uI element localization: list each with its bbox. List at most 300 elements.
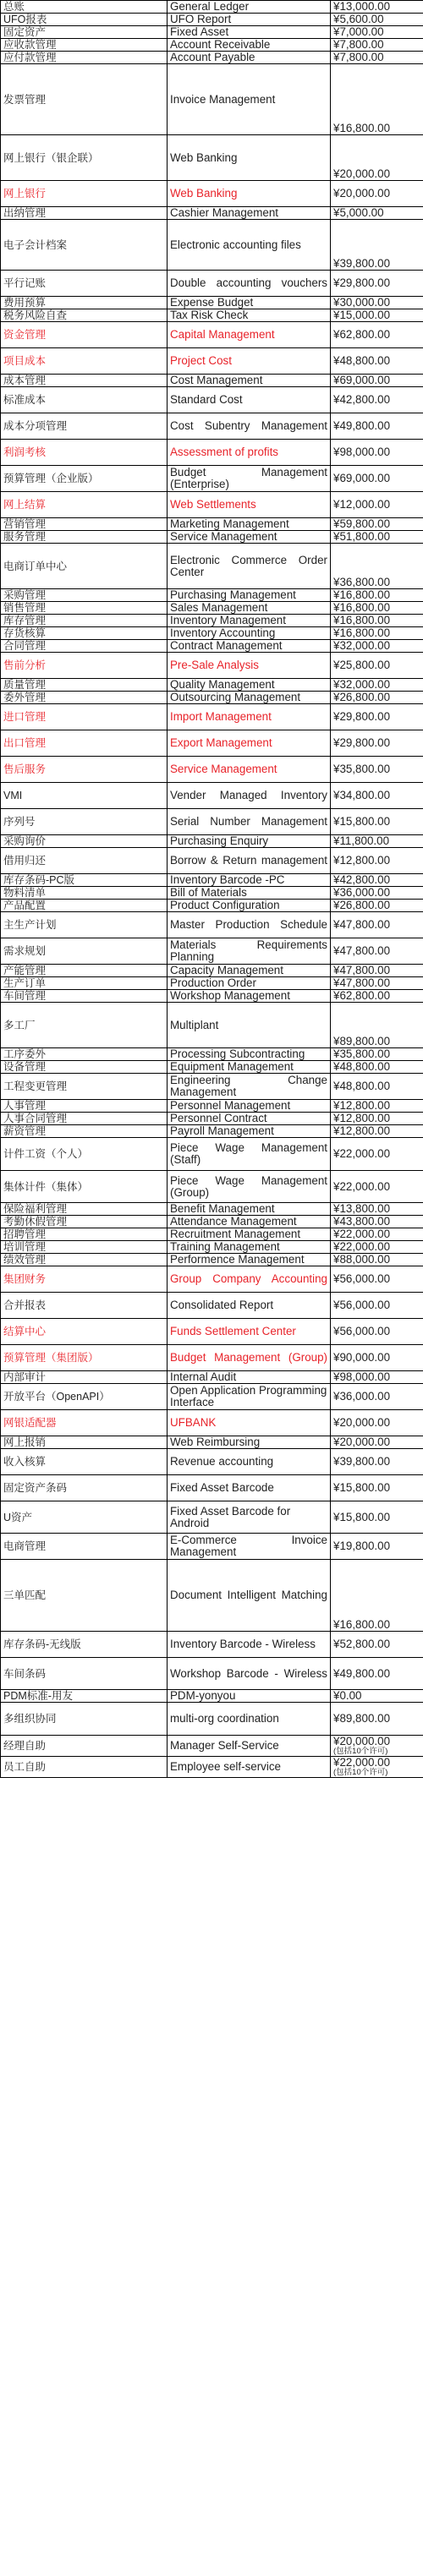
module-price: ¥20,000.00 [331, 1410, 423, 1436]
module-name-en: Tax Risk Check [168, 309, 331, 322]
module-name-cn: 售前分析 [1, 653, 168, 679]
module-name-cn: 培训管理 [1, 1241, 168, 1254]
module-name-cn: UFO报表 [1, 14, 168, 26]
module-name-en: Payroll Management [168, 1125, 331, 1138]
module-name-cn: 标准成本 [1, 387, 168, 413]
module-name-cn: 项目成本 [1, 348, 168, 375]
module-name-cn: 收入核算 [1, 1449, 168, 1475]
module-name-en: Revenue accounting [168, 1449, 331, 1475]
module-name-cn: 计件工资（个人） [1, 1138, 168, 1171]
module-name-en: Attendance Management [168, 1216, 331, 1228]
module-name-cn: 库存管理 [1, 615, 168, 627]
module-name-cn: 网上银行（银企联） [1, 135, 168, 181]
table-row [1, 52, 423, 64]
table-row [1, 1436, 423, 1449]
module-name-cn: 三单匹配 [1, 1560, 168, 1632]
module-name-cn: 利润考核 [1, 440, 168, 466]
table-row [1, 1048, 423, 1061]
table-row [1, 1449, 423, 1475]
module-name-en: Bill of Materials [168, 887, 331, 900]
module-price: ¥5,600.00 [331, 14, 423, 26]
module-name-en: Employee self-service [168, 1757, 331, 1778]
module-price: ¥56,000.00 [331, 1293, 423, 1319]
module-price: ¥48,800.00 [331, 348, 423, 375]
price-value: ¥22,000.00 [333, 1756, 391, 1769]
module-name-cn: 生产订单 [1, 977, 168, 990]
module-name-en: Borrow & Return management [168, 848, 331, 874]
module-name-cn: 招聘管理 [1, 1228, 168, 1241]
module-name-cn: 保险福利管理 [1, 1203, 168, 1216]
module-price: ¥36,000.00 [331, 887, 423, 900]
module-name-cn: 绩效管理 [1, 1254, 168, 1266]
table-row [1, 965, 423, 977]
module-price: ¥22,000.00 [331, 1241, 423, 1254]
module-name-en: Materials Requirements Planning [168, 938, 331, 965]
module-name-cn: 车间条码 [1, 1658, 168, 1690]
module-price [331, 1736, 423, 1757]
license-note: (包括10个许可) [333, 1768, 388, 1777]
module-name-cn: 多组织协同 [1, 1703, 168, 1736]
module-name-en: PDM-yonyou [168, 1690, 331, 1703]
module-name-cn: 薪资管理 [1, 1125, 168, 1138]
table-row [1, 387, 423, 413]
module-price: ¥47,800.00 [331, 977, 423, 990]
table-row [1, 135, 423, 181]
module-price [331, 1757, 423, 1778]
table-row [1, 783, 423, 809]
module-name-cn: 应付款管理 [1, 52, 168, 64]
module-name-cn: 固定资产 [1, 26, 168, 39]
module-name-en: Web Settlements [168, 492, 331, 518]
module-name-en: Production Order [168, 977, 331, 990]
module-price: ¥48,800.00 [331, 1061, 423, 1074]
module-price: ¥69,000.00 [331, 375, 423, 387]
module-name-cn: 出口管理 [1, 730, 168, 757]
module-price: ¥52,800.00 [331, 1632, 423, 1658]
module-name-en: Consolidated Report [168, 1293, 331, 1319]
module-name-cn: 产能管理 [1, 965, 168, 977]
module-name-cn: 工程变更管理 [1, 1074, 168, 1100]
module-name-cn: 人事合同管理 [1, 1113, 168, 1125]
module-price: ¥34,800.00 [331, 783, 423, 809]
module-name-en: Electronic accounting files [168, 220, 331, 271]
module-name-cn: 应收款管理 [1, 39, 168, 52]
module-price: ¥22,000.00 [331, 1228, 423, 1241]
module-price: ¥89,800.00 [331, 1703, 423, 1736]
table-row [1, 518, 423, 531]
table-row [1, 309, 423, 322]
module-price: ¥26,800.00 [331, 692, 423, 704]
module-name-cn: 多工厂 [1, 1003, 168, 1048]
table-row [1, 1266, 423, 1293]
table-row [1, 602, 423, 615]
license-note: (包括10个许可) [333, 1747, 388, 1756]
table-body [1, 1, 423, 1778]
module-name-cn: 资金管理 [1, 322, 168, 348]
table-row [1, 1319, 423, 1345]
module-name-en: Cashier Management [168, 207, 331, 220]
module-name-en: Funds Settlement Center [168, 1319, 331, 1345]
table-row [1, 1, 423, 14]
table-row [1, 1658, 423, 1690]
table-row [1, 220, 423, 271]
table-row [1, 1371, 423, 1384]
table-row [1, 887, 423, 900]
module-price: ¥62,800.00 [331, 322, 423, 348]
module-price: ¥7,800.00 [331, 52, 423, 64]
module-name-en: Capital Management [168, 322, 331, 348]
table-row [1, 348, 423, 375]
module-name-en: Web Reimbursing [168, 1436, 331, 1449]
module-price: ¥19,800.00 [331, 1534, 423, 1560]
module-name-en: Serial Number Management [168, 809, 331, 835]
module-name-en: Quality Management [168, 679, 331, 692]
module-price: ¥35,800.00 [331, 757, 423, 783]
table-row [1, 835, 423, 848]
table-row [1, 1241, 423, 1254]
table-row [1, 1100, 423, 1113]
module-name-en: Service Management [168, 531, 331, 544]
module-price: ¥26,800.00 [331, 900, 423, 912]
module-name-en: Piece Wage Management (Staff) [168, 1138, 331, 1171]
module-name-en: Personnel Management [168, 1100, 331, 1113]
table-row [1, 1534, 423, 1560]
table-row [1, 640, 423, 653]
module-price: ¥69,000.00 [331, 466, 423, 492]
module-name-cn: 工序委外 [1, 1048, 168, 1061]
table-row [1, 1203, 423, 1216]
module-price: ¥48,800.00 [331, 1074, 423, 1100]
module-name-cn: 设备管理 [1, 1061, 168, 1074]
module-name-cn: 出纳管理 [1, 207, 168, 220]
module-name-cn: 合并报表 [1, 1293, 168, 1319]
module-price: ¥15,800.00 [331, 1475, 423, 1501]
module-name-en: Marketing Management [168, 518, 331, 531]
module-price: ¥11,800.00 [331, 835, 423, 848]
module-price: ¥12,800.00 [331, 848, 423, 874]
module-name-cn: 服务管理 [1, 531, 168, 544]
table-row [1, 375, 423, 387]
module-price: ¥47,800.00 [331, 938, 423, 965]
module-price: ¥42,800.00 [331, 874, 423, 887]
module-price: ¥5,000.00 [331, 207, 423, 220]
module-name-cn: 采购询价 [1, 835, 168, 848]
module-name-en: Electronic Commerce Order Center [168, 544, 331, 589]
module-price: ¥20,000.00 [331, 181, 423, 207]
table-row [1, 1384, 423, 1410]
module-name-en: UFO Report [168, 14, 331, 26]
table-row [1, 271, 423, 297]
module-price: ¥89,800.00 [331, 1003, 423, 1048]
module-price: ¥98,000.00 [331, 1371, 423, 1384]
module-name-cn: 借用归还 [1, 848, 168, 874]
module-name-cn: 存货核算 [1, 627, 168, 640]
module-name-en: Personnel Contract [168, 1113, 331, 1125]
table-row [1, 679, 423, 692]
table-row [1, 322, 423, 348]
module-name-en: Budget Management (Enterprise) [168, 466, 331, 492]
module-name-en: Expense Budget [168, 297, 331, 309]
table-row [1, 466, 423, 492]
module-price: ¥16,800.00 [331, 1560, 423, 1632]
module-price: ¥13,000.00 [331, 1, 423, 14]
table-row [1, 809, 423, 835]
module-price: ¥12,800.00 [331, 1113, 423, 1125]
module-price: ¥20,000.00 [331, 1436, 423, 1449]
table-row [1, 653, 423, 679]
table-row [1, 1560, 423, 1632]
module-name-en: General Ledger [168, 1, 331, 14]
module-name-en: Purchasing Enquiry [168, 835, 331, 848]
module-name-en: Account Payable [168, 52, 331, 64]
table-row [1, 730, 423, 757]
table-row [1, 912, 423, 938]
table-row [1, 990, 423, 1003]
module-name-cn: 车间管理 [1, 990, 168, 1003]
module-name-en: Document Intelligent Matching [168, 1560, 331, 1632]
module-name-cn: 委外管理 [1, 692, 168, 704]
module-name-en: multi-org coordination [168, 1703, 331, 1736]
module-name-cn: 库存条码-无线版 [1, 1632, 168, 1658]
module-price: ¥43,800.00 [331, 1216, 423, 1228]
table-row [1, 1757, 423, 1778]
module-name-cn: 集团财务 [1, 1266, 168, 1293]
module-name-cn: 总账 [1, 1, 168, 14]
table-row [1, 615, 423, 627]
module-price: ¥29,800.00 [331, 730, 423, 757]
module-name-en: Budget Management (Group) [168, 1345, 331, 1371]
module-name-en: Multiplant [168, 1003, 331, 1048]
module-price: ¥56,000.00 [331, 1266, 423, 1293]
module-name-cn: 经理自助 [1, 1736, 168, 1757]
module-name-cn: 产品配置 [1, 900, 168, 912]
module-name-en: Processing Subcontracting [168, 1048, 331, 1061]
table-row [1, 26, 423, 39]
module-name-cn: 平行记账 [1, 271, 168, 297]
module-name-en: Import Management [168, 704, 331, 730]
module-name-en: Purchasing Management [168, 589, 331, 602]
module-price: ¥15,000.00 [331, 309, 423, 322]
table-row [1, 1003, 423, 1048]
module-price: ¥16,800.00 [331, 64, 423, 135]
module-name-cn: 需求规划 [1, 938, 168, 965]
module-name-en: Project Cost [168, 348, 331, 375]
module-name-en: Fixed Asset Barcode for Android [168, 1501, 331, 1534]
module-price: ¥13,800.00 [331, 1203, 423, 1216]
module-price: ¥16,800.00 [331, 589, 423, 602]
table-row [1, 14, 423, 26]
module-name-cn: 集体计件（集体） [1, 1171, 168, 1203]
module-price: ¥35,800.00 [331, 1048, 423, 1061]
module-name-cn: 网银适配器 [1, 1410, 168, 1436]
table-row [1, 413, 423, 440]
module-name-en: Capacity Management [168, 965, 331, 977]
module-name-en: Workshop Barcode - Wireless [168, 1658, 331, 1690]
module-price: ¥39,800.00 [331, 220, 423, 271]
module-name-en: Workshop Management [168, 990, 331, 1003]
module-name-cn: 考勤休假管理 [1, 1216, 168, 1228]
module-price: ¥16,800.00 [331, 602, 423, 615]
table-row [1, 848, 423, 874]
table-row [1, 589, 423, 602]
module-name-en: Pre-Sale Analysis [168, 653, 331, 679]
table-row [1, 874, 423, 887]
module-name-cn: 员工自助 [1, 1757, 168, 1778]
module-name-en: Benefit Management [168, 1203, 331, 1216]
table-row [1, 1501, 423, 1534]
module-name-cn: 成本管理 [1, 375, 168, 387]
module-name-cn: 主生产计划 [1, 912, 168, 938]
module-name-cn: 网上报销 [1, 1436, 168, 1449]
module-name-cn: 发票管理 [1, 64, 168, 135]
module-name-cn: VMI [1, 783, 168, 809]
module-name-en: Group Company Accounting [168, 1266, 331, 1293]
module-price: ¥12,000.00 [331, 492, 423, 518]
module-price: ¥98,000.00 [331, 440, 423, 466]
module-price: ¥51,800.00 [331, 531, 423, 544]
module-name-en: Export Management [168, 730, 331, 757]
module-price: ¥0.00 [331, 1690, 423, 1703]
module-name-en: Assessment of profits [168, 440, 331, 466]
table-row [1, 1074, 423, 1100]
table-row [1, 1632, 423, 1658]
table-row [1, 1293, 423, 1319]
table-row [1, 181, 423, 207]
module-name-cn: 电商管理 [1, 1534, 168, 1560]
price-value: ¥20,000.00 [333, 1735, 391, 1747]
module-name-en: Training Management [168, 1241, 331, 1254]
table-row [1, 1254, 423, 1266]
module-name-cn: 合同管理 [1, 640, 168, 653]
module-name-cn: 开放平台（OpenAPI） [1, 1384, 168, 1410]
table-row [1, 1410, 423, 1436]
module-price: ¥15,800.00 [331, 1501, 423, 1534]
module-price: ¥32,000.00 [331, 679, 423, 692]
table-row [1, 1475, 423, 1501]
table-row [1, 207, 423, 220]
table-row [1, 1138, 423, 1171]
module-price: ¥16,800.00 [331, 615, 423, 627]
module-name-en: Manager Self-Service [168, 1736, 331, 1757]
table-row [1, 1125, 423, 1138]
table-row [1, 1345, 423, 1371]
module-name-en: Sales Management [168, 602, 331, 615]
module-price: ¥59,800.00 [331, 518, 423, 531]
module-price: ¥22,000.00 [331, 1138, 423, 1171]
module-name-en: Service Management [168, 757, 331, 783]
module-name-en: Internal Audit [168, 1371, 331, 1384]
module-name-cn: 预算管理（集团版） [1, 1345, 168, 1371]
module-name-en: Double accounting vouchers [168, 271, 331, 297]
module-price: ¥20,000.00 [331, 135, 423, 181]
module-name-cn: 固定资产条码 [1, 1475, 168, 1501]
module-price: ¥36,800.00 [331, 544, 423, 589]
module-price: ¥22,000.00 [331, 1171, 423, 1203]
module-name-cn: 物料清单 [1, 887, 168, 900]
table-row [1, 64, 423, 135]
module-name-cn: 人事管理 [1, 1100, 168, 1113]
module-price: ¥32,000.00 [331, 640, 423, 653]
table-row [1, 1113, 423, 1125]
table-row [1, 492, 423, 518]
module-name-en: Inventory Accounting [168, 627, 331, 640]
module-name-cn: 营销管理 [1, 518, 168, 531]
module-name-en: Inventory Barcode - Wireless [168, 1632, 331, 1658]
module-name-cn: U资产 [1, 1501, 168, 1534]
module-price: ¥25,800.00 [331, 653, 423, 679]
table-row [1, 544, 423, 589]
module-name-en: Invoice Management [168, 64, 331, 135]
module-name-en: Recruitment Management [168, 1228, 331, 1241]
module-name-cn: 网上结算 [1, 492, 168, 518]
module-name-cn: 预算管理（企业版） [1, 466, 168, 492]
module-name-en: Equipment Management [168, 1061, 331, 1074]
module-name-en: UFBANK [168, 1410, 331, 1436]
module-name-cn: 网上银行 [1, 181, 168, 207]
module-price: ¥16,800.00 [331, 627, 423, 640]
module-name-cn: 库存条码-PC版 [1, 874, 168, 887]
module-name-cn: 售后服务 [1, 757, 168, 783]
module-name-en: Cost Subentry Management [168, 413, 331, 440]
module-name-en: Web Banking [168, 181, 331, 207]
table-row [1, 39, 423, 52]
module-price: ¥39,800.00 [331, 1449, 423, 1475]
table-row [1, 297, 423, 309]
module-name-cn: 进口管理 [1, 704, 168, 730]
module-name-cn: 成本分项管理 [1, 413, 168, 440]
table-row [1, 627, 423, 640]
module-name-en: Inventory Management [168, 615, 331, 627]
module-name-cn: 电商订单中心 [1, 544, 168, 589]
table-row [1, 704, 423, 730]
module-name-en: Product Configuration [168, 900, 331, 912]
module-name-cn: PDM标准-用友 [1, 1690, 168, 1703]
table-row [1, 1216, 423, 1228]
module-name-en: Cost Management [168, 375, 331, 387]
module-price: ¥12,800.00 [331, 1125, 423, 1138]
module-price: ¥47,800.00 [331, 912, 423, 938]
table-row [1, 531, 423, 544]
module-name-en: Master Production Schedule [168, 912, 331, 938]
module-name-cn: 结算中心 [1, 1319, 168, 1345]
module-price: ¥36,000.00 [331, 1384, 423, 1410]
module-price: ¥30,000.00 [331, 297, 423, 309]
table-row [1, 1736, 423, 1757]
module-price: ¥29,800.00 [331, 271, 423, 297]
table-row [1, 757, 423, 783]
module-price: ¥29,800.00 [331, 704, 423, 730]
module-price: ¥47,800.00 [331, 965, 423, 977]
module-name-en: E-Commerce Invoice Management [168, 1534, 331, 1560]
module-name-en: Fixed Asset [168, 26, 331, 39]
table-row [1, 1228, 423, 1241]
module-name-cn: 销售管理 [1, 602, 168, 615]
module-name-en: Vender Managed Inventory [168, 783, 331, 809]
module-price: ¥7,800.00 [331, 39, 423, 52]
table-row [1, 938, 423, 965]
table-row [1, 692, 423, 704]
module-price: ¥42,800.00 [331, 387, 423, 413]
module-name-en: Piece Wage Management (Group) [168, 1171, 331, 1203]
module-price: ¥56,000.00 [331, 1319, 423, 1345]
module-name-en: Engineering Change Management [168, 1074, 331, 1100]
module-price: ¥88,000.00 [331, 1254, 423, 1266]
table-row [1, 1690, 423, 1703]
module-name-cn: 费用预算 [1, 297, 168, 309]
module-name-cn: 电子会计档案 [1, 220, 168, 271]
module-name-en: Open Application Programming Interface [168, 1384, 331, 1410]
table-row [1, 1061, 423, 1074]
